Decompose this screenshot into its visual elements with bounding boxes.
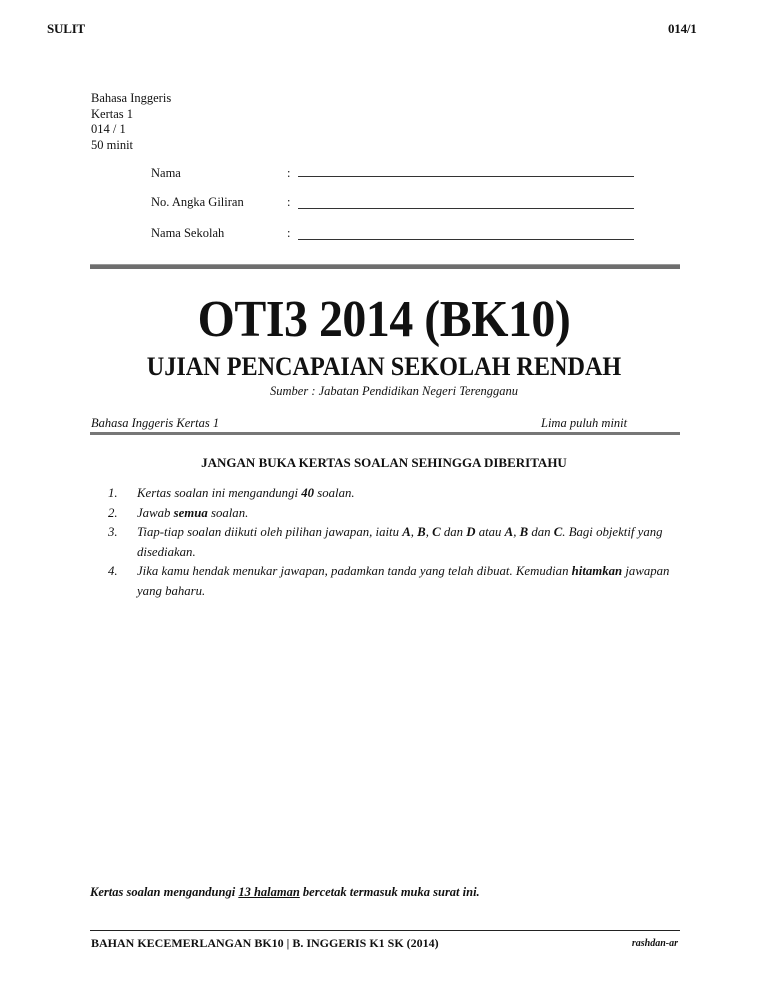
footer-title: BAHAN KECEMERLANGAN BK10 | B. INGGERIS K1 SK (2014) [91, 936, 439, 950]
field-label-nama: Nama [151, 166, 181, 180]
option-letter: C [432, 525, 441, 539]
page-count-note [90, 885, 480, 900]
classification-label: SULIT [47, 21, 86, 36]
separator: , [513, 525, 520, 539]
separator: atau [475, 525, 505, 539]
angka-giliran-field[interactable] [298, 208, 634, 209]
footer-author: rashdan-ar [631, 938, 678, 949]
instruction-text: Jawab [137, 505, 174, 520]
instruction-text: Kertas soalan ini mengandungi [137, 486, 302, 500]
instruction-text: Tiap-tiap soalan diikuti oleh pilihan jawapan, iaitu [137, 525, 403, 539]
field-colon: : [287, 226, 291, 240]
page-count: 13 halaman [238, 885, 300, 899]
option-letter: B [417, 525, 426, 539]
emphasis: 40 [301, 486, 315, 500]
emphasis: semua [173, 505, 208, 520]
field-label-nama-sekolah: Nama Sekolah [151, 226, 225, 240]
option-letter: A [504, 525, 514, 539]
option-letter: D [466, 525, 476, 539]
instruction-text: soalan. [314, 486, 355, 500]
field-label-angka-giliran: No. Angka Giliran [151, 195, 244, 209]
instruction-text: jawapan yang baharu. [137, 564, 670, 598]
meta-subject: Bahasa Inggeris [91, 91, 172, 105]
exam-title: OTI3 2014 (BK10) [197, 291, 571, 348]
separator: dan [440, 525, 467, 539]
paper-meta [91, 91, 171, 153]
item-number: 2. [108, 505, 118, 520]
note-text: Kertas soalan mengandungi [90, 885, 239, 899]
separator: , [410, 525, 418, 539]
list-item [108, 523, 678, 562]
item-number: 1. [108, 486, 118, 500]
instruction-text: soalan. [207, 505, 249, 520]
item-number: 3. [108, 525, 118, 539]
item-number: 4. [108, 564, 118, 578]
exam-source: Sumber : Jabatan Pendidikan Negeri Terengganu [270, 384, 518, 398]
divider [90, 432, 680, 435]
list-item [108, 504, 678, 524]
exam-subtitle: UJIAN PENCAPAIAN SEKOLAH RENDAH [146, 352, 622, 381]
note-text: bercetak termasuk muka surat ini. [299, 885, 480, 899]
paper-code-header: 014/1 [668, 21, 697, 36]
instruction-text: . Bagi objektif yang disediakan. [137, 525, 663, 559]
list-item [108, 484, 678, 504]
separator: , [425, 525, 433, 539]
option-letter: A [402, 525, 411, 539]
nama-sekolah-field[interactable] [298, 239, 634, 240]
field-colon: : [287, 195, 291, 209]
option-letter: B [519, 525, 529, 539]
option-letter: C [553, 525, 563, 539]
meta-code: 014 / 1 [91, 122, 126, 136]
instructions-list [108, 484, 678, 601]
warning-notice: JANGAN BUKA KERTAS SOALAN SEHINGGA DIBERITAHU [201, 455, 567, 470]
separator: dan [528, 525, 554, 539]
subject-paper-label: Bahasa Inggeris Kertas 1 [91, 416, 220, 430]
nama-field[interactable] [298, 176, 634, 177]
field-colon: : [287, 166, 291, 180]
list-item [108, 562, 678, 601]
meta-duration: 50 minit [91, 137, 134, 152]
emphasis: hitamkan [571, 564, 623, 578]
duration-label: Lima puluh minit [541, 416, 628, 430]
divider [90, 264, 680, 269]
instruction-text: Jika kamu hendak menukar jawapan, padamkan tanda yang telah dibuat. Kemudian [137, 564, 572, 578]
meta-paper: Kertas 1 [91, 106, 133, 121]
footer-divider [90, 930, 680, 931]
